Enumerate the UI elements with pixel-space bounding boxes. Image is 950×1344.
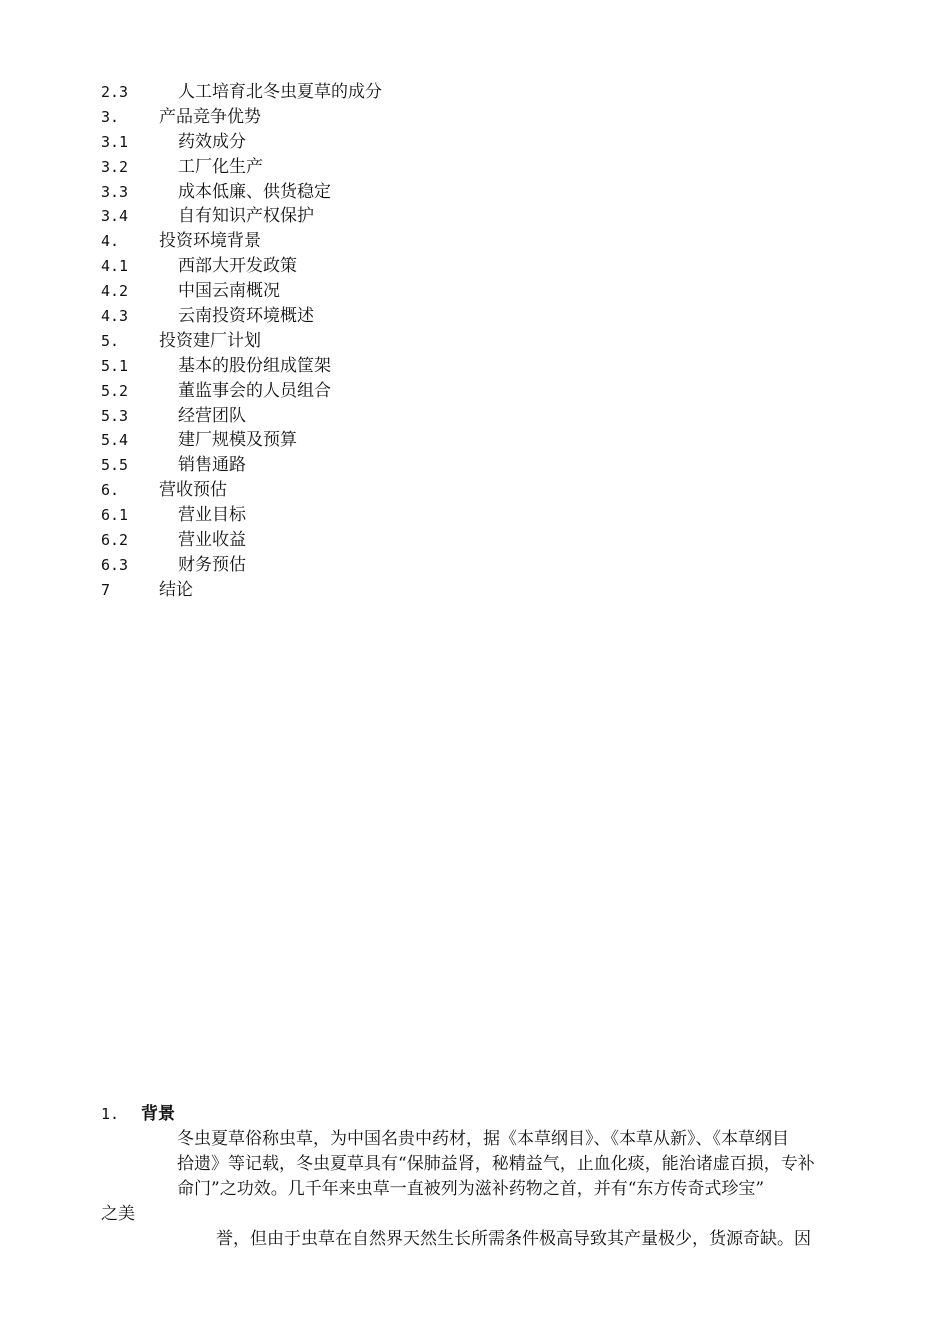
paragraph-line: 誉，但由于虫草在自然界天然生长所需条件极高导致其产量极少，货源奇缺。因 xyxy=(216,1229,811,1249)
toc-entry-title: 营收预估 xyxy=(159,480,227,501)
toc-entry xyxy=(101,453,861,478)
table-of-contents xyxy=(101,80,861,603)
toc-entry-number: 5.5 xyxy=(101,456,129,475)
toc-entry-title: 基本的股份组成筐架 xyxy=(178,355,331,376)
toc-entry-number: 7 xyxy=(101,580,111,599)
toc-entry-number: 4.3 xyxy=(101,307,129,326)
toc-entry-title: 药效成分 xyxy=(178,131,246,152)
toc-entry xyxy=(101,528,861,553)
toc-entry-title: 工厂化生产 xyxy=(178,156,263,177)
toc-entry-number: 3.4 xyxy=(101,207,129,226)
paragraph-line: 冬虫夏草俗称虫草，为中国名贵中药材，据《本草纲目》、《本草从新》、《本草纲目 xyxy=(177,1129,789,1149)
toc-entry-title: 投资建厂计划 xyxy=(159,330,261,351)
section-heading xyxy=(101,1101,861,1127)
toc-entry-title: 产品竞争优势 xyxy=(159,106,261,127)
toc-entry xyxy=(101,553,861,578)
section-background xyxy=(101,1101,861,1252)
toc-entry xyxy=(101,130,861,155)
section-title: 背景 xyxy=(141,1104,175,1124)
toc-entry xyxy=(101,180,861,205)
toc-entry-title: 结论 xyxy=(159,579,193,600)
toc-entry xyxy=(101,254,861,279)
toc-entry-title: 营业目标 xyxy=(178,505,246,526)
toc-entry-title: 人工培育北冬虫夏草的成分 xyxy=(178,82,382,102)
toc-entry xyxy=(101,354,861,379)
paragraph-line: 之美 xyxy=(101,1204,135,1224)
toc-entry-title: 建厂规模及预算 xyxy=(178,430,297,451)
toc-entry-title: 投资环境背景 xyxy=(159,231,261,252)
toc-entry-number: 5.3 xyxy=(101,406,129,425)
toc-entry xyxy=(101,304,861,329)
toc-entry-number: 4. xyxy=(101,232,120,251)
toc-entry xyxy=(101,379,861,404)
toc-entry-title: 销售通路 xyxy=(178,455,246,476)
toc-entry-title: 中国云南概况 xyxy=(178,281,280,302)
toc-entry xyxy=(101,204,861,229)
toc-entry xyxy=(101,279,861,304)
toc-entry-number: 5. xyxy=(101,331,120,350)
toc-entry-number: 6.2 xyxy=(101,531,129,550)
toc-entry-number: 4.2 xyxy=(101,282,129,301)
toc-entry-title: 财务预估 xyxy=(178,554,246,575)
toc-entry-number: 3.3 xyxy=(101,182,129,201)
toc-entry-title: 营业收益 xyxy=(178,530,246,551)
toc-entry xyxy=(101,428,861,453)
toc-entry xyxy=(101,578,861,603)
toc-entry-number: 3. xyxy=(101,107,120,126)
toc-entry-number: 2.3 xyxy=(101,83,129,101)
toc-entry xyxy=(101,105,861,130)
toc-entry-number: 5.2 xyxy=(101,381,129,400)
toc-entry-number: 3.1 xyxy=(101,132,129,151)
toc-entry-number: 3.2 xyxy=(101,157,129,176)
toc-entry xyxy=(101,155,861,180)
toc-entry-number: 5.4 xyxy=(101,431,129,450)
toc-entry xyxy=(101,80,861,105)
toc-entry-title: 自有知识产权保护 xyxy=(178,206,314,227)
section-body xyxy=(101,1127,861,1252)
toc-entry-number: 4.1 xyxy=(101,257,129,276)
toc-entry-number: 6.1 xyxy=(101,506,129,525)
toc-entry-number: 6. xyxy=(101,481,120,500)
paragraph-line: 拾遗》等记载，冬虫夏草具有“保肺益肾，秘精益气，止血化痰，能治诸虚百损，专补 xyxy=(177,1154,815,1174)
toc-entry-title: 西部大开发政策 xyxy=(178,256,297,277)
toc-entry-title: 经营团队 xyxy=(178,405,246,426)
paragraph-line: 命门”之功效。几千年来虫草一直被列为滋补药物之首，并有“东方传奇式珍宝” xyxy=(177,1179,765,1199)
toc-entry-number: 5.1 xyxy=(101,356,129,375)
section-number: 1. xyxy=(101,1105,120,1123)
toc-entry-number: 6.3 xyxy=(101,555,129,574)
toc-entry-title: 成本低廉、供货稳定 xyxy=(178,181,331,202)
toc-entry xyxy=(101,404,861,429)
toc-entry xyxy=(101,329,861,354)
toc-entry-title: 董监事会的人员组合 xyxy=(178,380,331,401)
toc-entry xyxy=(101,478,861,503)
toc-entry xyxy=(101,503,861,528)
toc-entry xyxy=(101,229,861,254)
toc-entry-title: 云南投资环境概述 xyxy=(178,306,314,327)
